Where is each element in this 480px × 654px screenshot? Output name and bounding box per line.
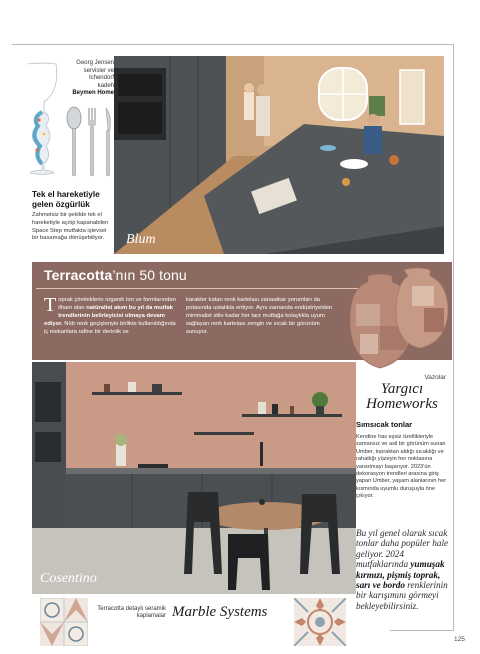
ceramic-tile-image bbox=[294, 598, 346, 646]
page-number: 125 bbox=[454, 636, 465, 643]
caption-store: Beymen Home bbox=[72, 90, 114, 97]
band-title-rest: ’nın 50 tonu bbox=[112, 267, 187, 283]
band-text: Nötr renk geçişleriyle birlikte kullanıldığında iç mekanlara rafine bir derinlik ve bbox=[44, 321, 176, 335]
side-text: Zahmetsiz bir şekilde tek el hareketiyle açılıp kapanabilen Space Step mutfakta işlevsel bir basamağa dönüşebiliyor. bbox=[32, 212, 109, 242]
vazolar-caption: Vazolar bbox=[424, 374, 446, 381]
cutlery-image bbox=[62, 104, 118, 178]
right-text: Kendine has eşsiz özellikleriyle zamansız ve asil bir görünüm sunan Umber, topraktan aldığı sıcaklığı ve rahatlığı yüzeyin her noktasına yansıtmayı başarıyor. 2023’ün dekorasyon trendleri arasına giriş yapan Umber, yaşam alanlarının her kısmında uyumlu duruşuyla öne çıkıyor. bbox=[356, 434, 447, 500]
side-heading: Tek el hareketiyle gelen özgürlük bbox=[32, 190, 100, 209]
brand-blum: Blum bbox=[126, 232, 156, 247]
ceramic-tile-image bbox=[40, 598, 88, 646]
right-rule bbox=[453, 44, 454, 630]
brand-marble-systems: Marble Systems bbox=[172, 604, 268, 620]
caption-line: Ichendorf bbox=[88, 75, 114, 82]
band-text: oprak çömleklerin organik ton ve formlarından ilham alan bbox=[58, 297, 176, 311]
caption-line: Georg Jensen bbox=[76, 60, 114, 66]
quote-text: renklerinin bir karışımını görmeyi bekleyebilirsiniz. bbox=[356, 580, 448, 611]
band-column-1 bbox=[44, 296, 180, 336]
band-title-bold: Terracotta bbox=[44, 267, 113, 283]
product-caption bbox=[66, 60, 114, 98]
brand-cosentino: Cosentino bbox=[40, 571, 97, 586]
caption-line: servisler ve bbox=[83, 67, 114, 74]
band-text-bold: natüralist akım bu yıl da mutfak trendlerinin belirleyicisi olmaya devam ediyor. bbox=[44, 305, 173, 327]
band-title bbox=[44, 267, 187, 283]
quote-bold: yumuşak kırmızı, pişmiş toprak, sarı ve bordo bbox=[356, 559, 445, 591]
pull-quote bbox=[356, 528, 452, 611]
bottom-rule bbox=[390, 630, 454, 631]
caption-line: kadeh bbox=[97, 82, 114, 89]
right-heading: Sımsıcak tonlar bbox=[356, 420, 413, 429]
quote-text: Bu yıl genel olarak sıcak tonlar daha popüler hale geliyor. 2024 mutfaklarında bbox=[356, 528, 449, 570]
band-column-2: karakter katan renk kartelası zanaatkar yorumları da potasında ustalıkla eritiyor. Aynı zamanda endüstriyelden minimalist stile kadar her tarz mutfağa kolaylıkla uyum sağlayan renk kartelası zengin ve sıcak bir görünüm sunuyor. bbox=[186, 297, 333, 335]
band-rule bbox=[36, 288, 362, 289]
dropcap: T bbox=[44, 294, 57, 316]
wine-glass-image bbox=[22, 60, 62, 178]
brand-yargici: Yargıcı Homeworks bbox=[366, 381, 438, 412]
kitchen-photo-cosentino bbox=[32, 362, 356, 594]
kitchen-photo-blum bbox=[114, 56, 444, 254]
tile-caption: Terracotta detaylı seramik kaplamalar bbox=[97, 606, 166, 620]
top-rule bbox=[12, 44, 454, 45]
